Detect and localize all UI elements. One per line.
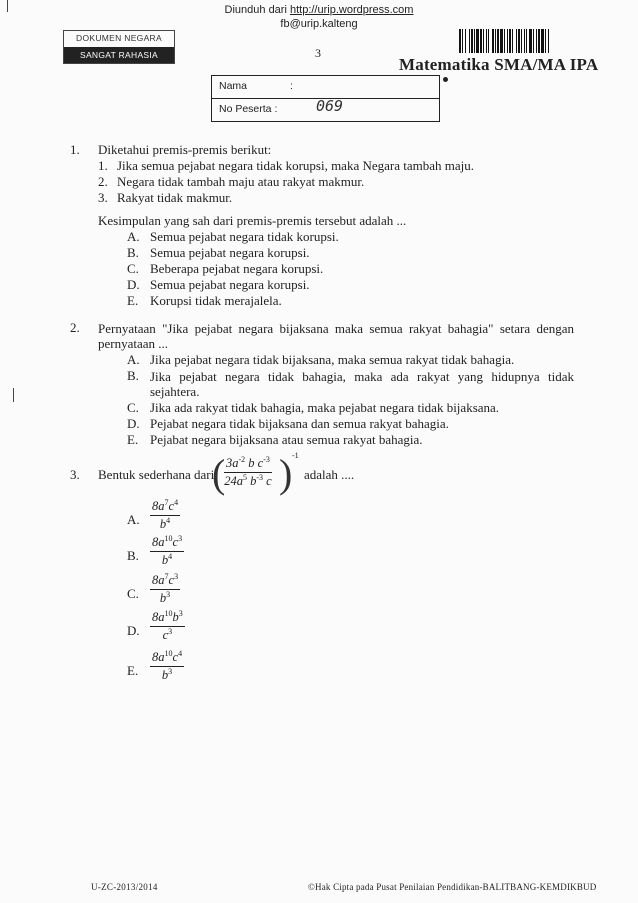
option-text[interactable]: Beberapa pejabat negara korupsi. [150, 261, 324, 276]
question-1-intro: Diketahui premis-premis berikut: [98, 142, 272, 157]
question-1-number: 1. [70, 142, 80, 157]
option-letter[interactable]: A. [127, 229, 140, 244]
question-3-stem-end: adalah .... [304, 467, 355, 482]
participant-label: No Peserta : [219, 103, 278, 115]
option-letter[interactable]: D. [127, 416, 140, 431]
option-letter[interactable]: B. [127, 245, 139, 260]
premise-text: Jika semua pejabat negara tidak korupsi, maka Negara tambah maju. [117, 158, 475, 173]
exam-code: U-ZC-2013/2014 [91, 882, 158, 892]
premise-number: 1. [98, 158, 108, 173]
option-text[interactable]: Jika pejabat negara tidak bijaksana, maka semua rakyat tidak bahagia. [150, 352, 515, 367]
left-parenthesis: ( [212, 451, 226, 496]
option-text[interactable]: Jika ada rakyat tidak bahagia, maka pejabat negara tidak bijaksana. [150, 400, 500, 415]
premise-number: 3. [98, 190, 108, 205]
option-letter[interactable]: E. [127, 663, 139, 678]
option-text[interactable]: Jika pejabat negara tidak bahagia, maka ada rakyat yang hidupnya tidak [150, 369, 574, 384]
option-letter[interactable]: E. [127, 293, 139, 308]
expression-numerator: $3a^{-2}$ b $c^{-3}$ [224, 456, 272, 473]
name-label: Nama [219, 80, 248, 92]
option-letter[interactable]: D. [127, 277, 140, 292]
page-number: 3 [315, 46, 321, 60]
option-letter[interactable]: C. [127, 586, 139, 601]
option-text[interactable]: Korupsi tidak merajalela. [150, 293, 282, 308]
scan-margin-mark [7, 0, 8, 12]
download-link[interactable]: http://urip.wordpress.com [289, 4, 414, 16]
scan-margin-mark [13, 388, 14, 402]
copyright-notice: ©Hak Cipta pada Pusat Penilaian Pendidikan-BALITBANG-KEMDIKBUD [308, 882, 597, 892]
barcode-bar [549, 29, 550, 53]
name-colon: : [290, 80, 293, 92]
expression-denominator: $24a^5$ $b^{-3}$ c [224, 473, 272, 488]
question-2-text-line1: Pernyataan "Jika pejabat negara bijaksana maka semua rakyat bahagia" setara dengan [98, 321, 574, 336]
option-text[interactable]: Semua pejabat negara korupsi. [150, 245, 310, 260]
premise-text: Rakyat tidak makmur. [117, 190, 233, 205]
option-fraction[interactable]: $\frac{8a^7c^3}{b^3}$ [152, 572, 179, 605]
option-letter[interactable]: E. [127, 432, 139, 447]
option-fraction[interactable]: $\frac{8a^{10}c^3}{b^4}$ [152, 534, 183, 567]
option-letter[interactable]: C. [127, 261, 139, 276]
participant-row [212, 98, 439, 120]
option-letter[interactable]: C. [127, 400, 139, 415]
participant-id-box [211, 75, 440, 122]
question-3-number: 3. [70, 467, 80, 482]
option-fraction[interactable]: $\frac{8a^7c^4}{b^4}$ [152, 498, 179, 531]
premise-text: Negara tidak tambah maju atau rakyat makmur. [117, 174, 365, 189]
option-fraction[interactable]: $\frac{8a^{10}b^3}{c^3}$ [152, 609, 183, 642]
question-3-expression [224, 456, 272, 489]
option-text[interactable]: Pejabat negara bijaksana atau semua rakyat bahagia. [150, 432, 423, 447]
contact-line: fb@urip.kalteng [280, 18, 358, 30]
option-letter[interactable]: B. [127, 548, 139, 563]
option-text-continued[interactable]: sejahtera. [150, 384, 200, 399]
doc-label: DOKUMEN NEGARA [76, 33, 162, 43]
secret-label: SANGAT RAHASIA [64, 47, 174, 63]
registration-dot [443, 77, 448, 82]
option-text[interactable]: Semua pejabat negara korupsi. [150, 277, 310, 292]
option-letter[interactable]: A. [127, 352, 140, 367]
question-2-number: 2. [70, 320, 80, 335]
option-letter[interactable]: B. [127, 368, 139, 383]
expression-power: -1 [292, 451, 299, 460]
right-parenthesis: ) [279, 451, 293, 496]
document-classification-box [63, 30, 175, 64]
download-source-line [0, 4, 638, 16]
option-fraction[interactable]: $\frac{8a^{10}c^4}{b^3}$ [152, 649, 183, 682]
barcode-image [459, 29, 585, 53]
option-letter[interactable]: D. [127, 623, 140, 638]
subject-title: Matematika SMA/MA IPA [399, 55, 599, 74]
name-row [212, 76, 439, 98]
question-2-text-line2: pernyataan ... [98, 336, 169, 351]
download-prefix: Diunduh dari [224, 4, 290, 16]
option-letter[interactable]: A. [127, 512, 140, 527]
question-1-prompt: Kesimpulan yang sah dari premis-premis tersebut adalah ... [98, 213, 407, 228]
option-text[interactable]: Semua pejabat negara tidak korupsi. [150, 229, 339, 244]
premise-number: 2. [98, 174, 108, 189]
question-3-stem: Bentuk sederhana dari [98, 467, 215, 482]
option-text[interactable]: Pejabat negara tidak bijaksana dan semua rakyat bahagia. [150, 416, 449, 431]
participant-value[interactable]: 069 [316, 97, 344, 115]
